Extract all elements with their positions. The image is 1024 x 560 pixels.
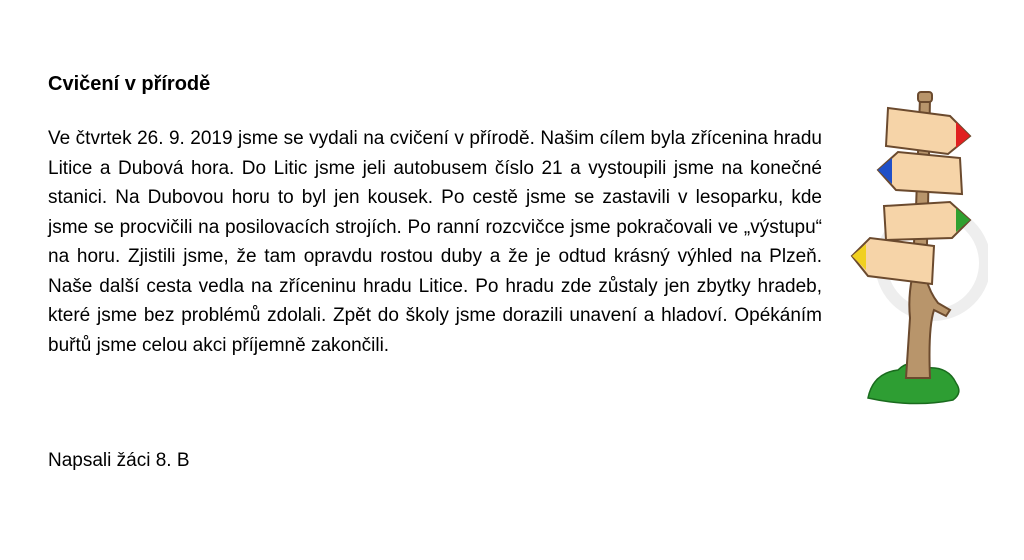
document-title: Cvičení v přírodě [48,73,211,95]
signpost-tree-icon [838,88,988,408]
document-signature: Napsali žáci 8. B [48,450,190,471]
document-paragraph: Ve čtvrtek 26. 9. 2019 jsme se vydali na cvičení v přírodě. Našim cílem byla zřícenina hradu Litice a Dubová hora. Do Litic jsme jeli autobusem číslo 21 a vystoupili jsme na konečné stanici. Na Dubovou horu to byl jen kousek. Po cestě jsme se zastavili v lesoparku, kde jsme se procvičili na posilovacích strojích. Po ranní rozcvičce jsme pokračovali ve „výstupu“ na horu. Zjistili jsme, že tam opravdu rostou duby a že je odtud krásný výhled na Plzeň. Naše další cesta vedla na zříceninu hradu Litice. Po hradu zde zůstaly jen zbytky hradeb, které jsme bez problémů zdolali. Zpět do školy jsme dorazili unavení a hladoví. Opékáním buřtů jsme celou akci příjemně zakončili. [48,128,822,356]
